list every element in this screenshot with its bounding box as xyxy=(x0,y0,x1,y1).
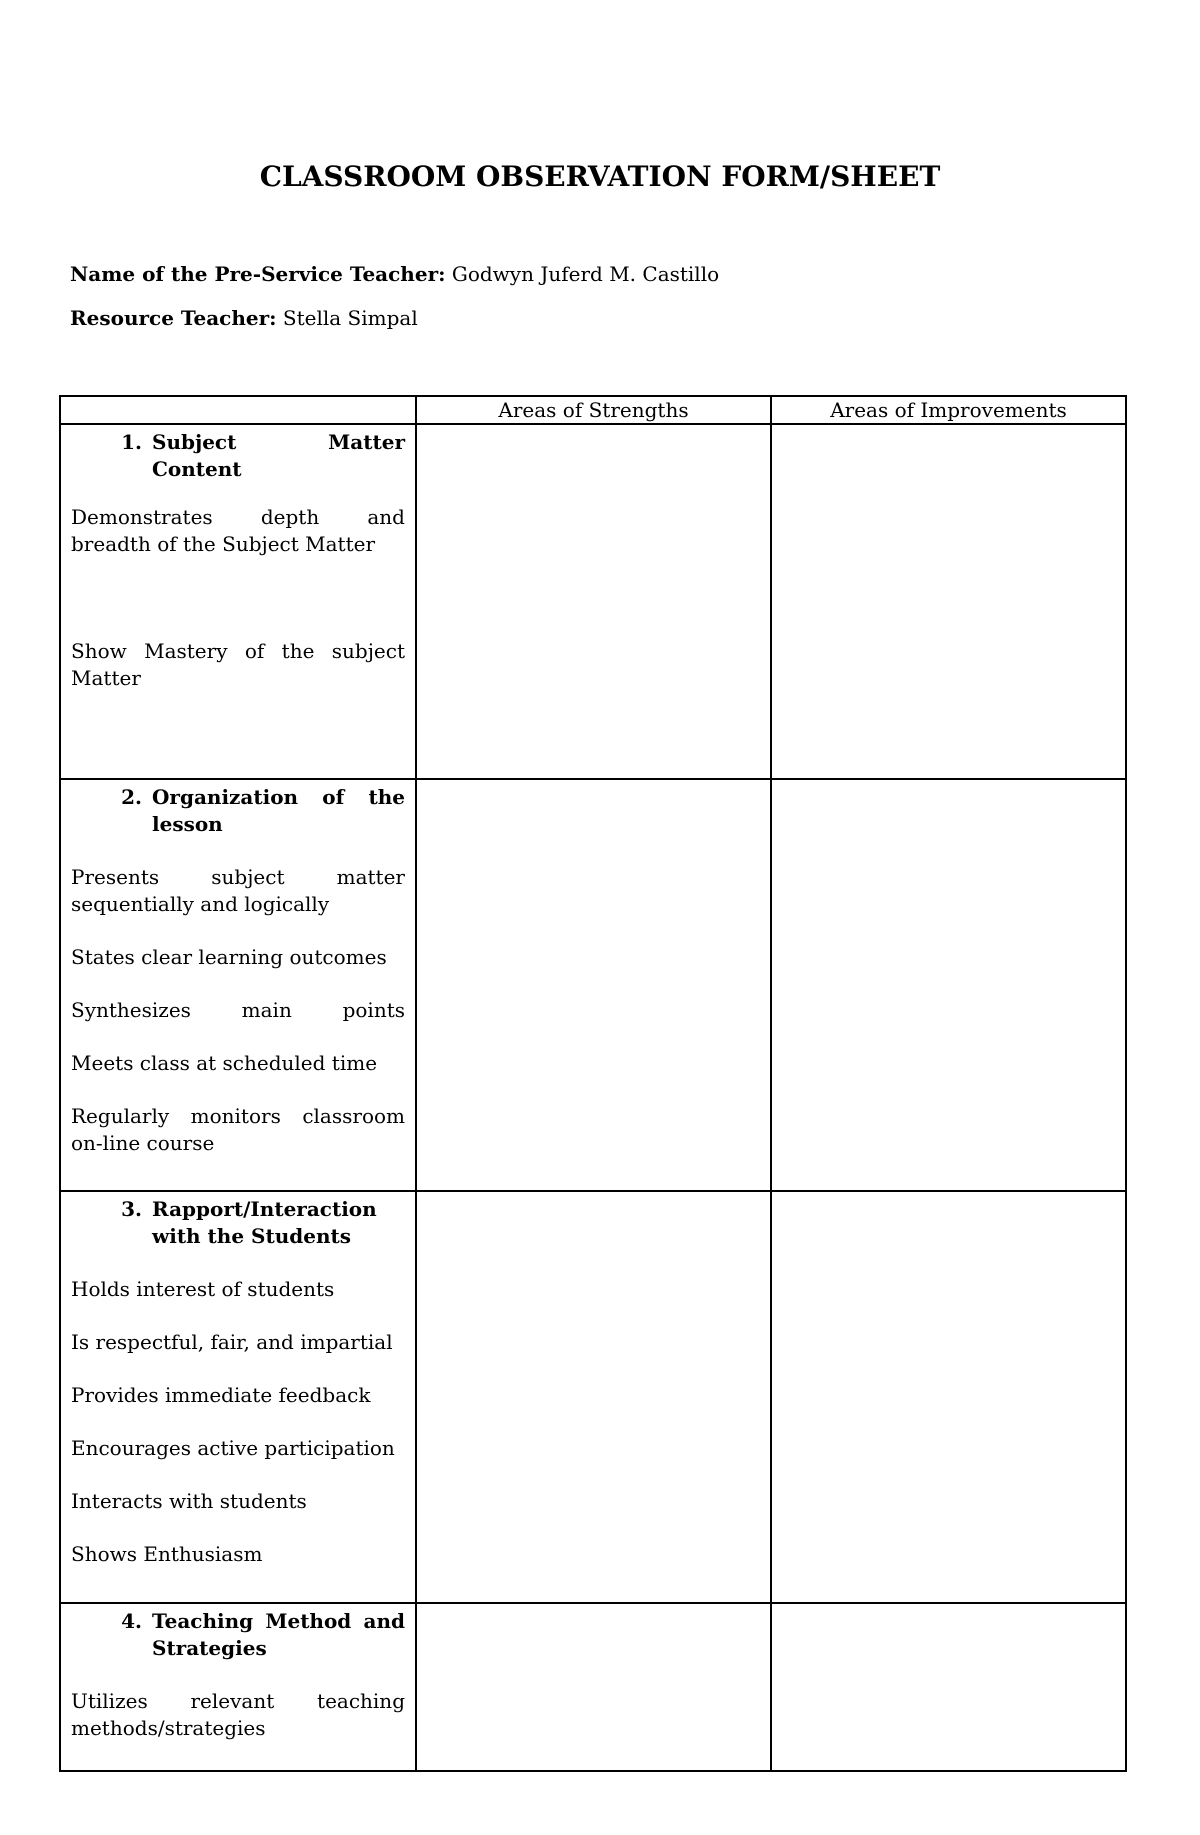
criteria-item: Presents subject matter sequentially and logically xyxy=(71,865,405,916)
criteria-item: Meets class at scheduled time xyxy=(71,1051,378,1075)
criteria-item: Show Mastery of the subject Matter xyxy=(71,639,405,690)
section-number: 3. xyxy=(121,1197,142,1221)
improvements-cell[interactable] xyxy=(771,1191,1126,1603)
criteria-item: Encourages active participation xyxy=(71,1436,395,1460)
criteria-cell xyxy=(60,1191,416,1603)
pre-service-teacher-value: Godwyn Juferd M. Castillo xyxy=(451,262,720,286)
section-number: 4. xyxy=(121,1609,142,1633)
section-number: 2. xyxy=(121,785,142,809)
criteria-item: Is respectful, fair, and impartial xyxy=(71,1330,393,1354)
table-row xyxy=(60,1191,1126,1603)
criteria-cell xyxy=(60,779,416,1191)
criteria-item: States clear learning outcomes xyxy=(71,945,387,969)
resource-teacher-value: Stella Simpal xyxy=(282,306,418,330)
strengths-cell[interactable] xyxy=(416,1191,771,1603)
table-row xyxy=(60,424,1126,779)
section-number: 1. xyxy=(121,430,142,454)
pre-service-teacher-label: Name of the Pre-Service Teacher: xyxy=(70,262,446,286)
improvements-cell[interactable] xyxy=(771,1603,1126,1771)
header-criteria xyxy=(60,396,416,424)
strengths-cell[interactable] xyxy=(416,1603,771,1771)
table-row xyxy=(60,779,1126,1191)
section-heading xyxy=(71,1196,405,1250)
table-header-row xyxy=(60,396,1126,424)
criteria-item: Provides immediate feedback xyxy=(71,1383,371,1407)
improvements-cell[interactable] xyxy=(771,779,1126,1191)
improvements-cell[interactable] xyxy=(771,424,1126,779)
page-title: CLASSROOM OBSERVATION FORM/SHEET xyxy=(259,160,941,193)
section-title: Rapport/Interaction with the Students xyxy=(152,1197,377,1248)
strengths-cell[interactable] xyxy=(416,424,771,779)
criteria-cell xyxy=(60,1603,416,1771)
header-improvements: Areas of Improvements xyxy=(771,396,1126,424)
criteria-item: Shows Enthusiasm xyxy=(71,1542,263,1566)
section-heading xyxy=(71,429,405,483)
header-strengths: Areas of Strengths xyxy=(416,396,771,424)
resource-teacher-label: Resource Teacher: xyxy=(70,306,277,330)
section-title: Organization of the lesson xyxy=(152,785,405,836)
section-title: Subject Matter Content xyxy=(152,430,405,481)
table-row xyxy=(60,1603,1126,1771)
criteria-item: Synthesizes main points xyxy=(71,998,405,1022)
criteria-item: Interacts with students xyxy=(71,1489,307,1513)
resource-teacher-line xyxy=(70,306,418,330)
criteria-item: Holds interest of students xyxy=(71,1277,335,1301)
observation-table xyxy=(59,395,1127,1772)
criteria-item: Demonstrates depth and breadth of the Subject Matter xyxy=(71,505,405,556)
criteria-item: Utilizes relevant teaching methods/strategies xyxy=(71,1689,405,1740)
section-heading xyxy=(71,1608,405,1662)
section-title: Teaching Method and Strategies xyxy=(152,1609,405,1660)
pre-service-teacher-line xyxy=(70,262,719,286)
strengths-cell[interactable] xyxy=(416,779,771,1191)
criteria-cell xyxy=(60,424,416,779)
section-heading xyxy=(71,784,405,838)
criteria-item: Regularly monitors classroom on-line course xyxy=(71,1104,405,1155)
